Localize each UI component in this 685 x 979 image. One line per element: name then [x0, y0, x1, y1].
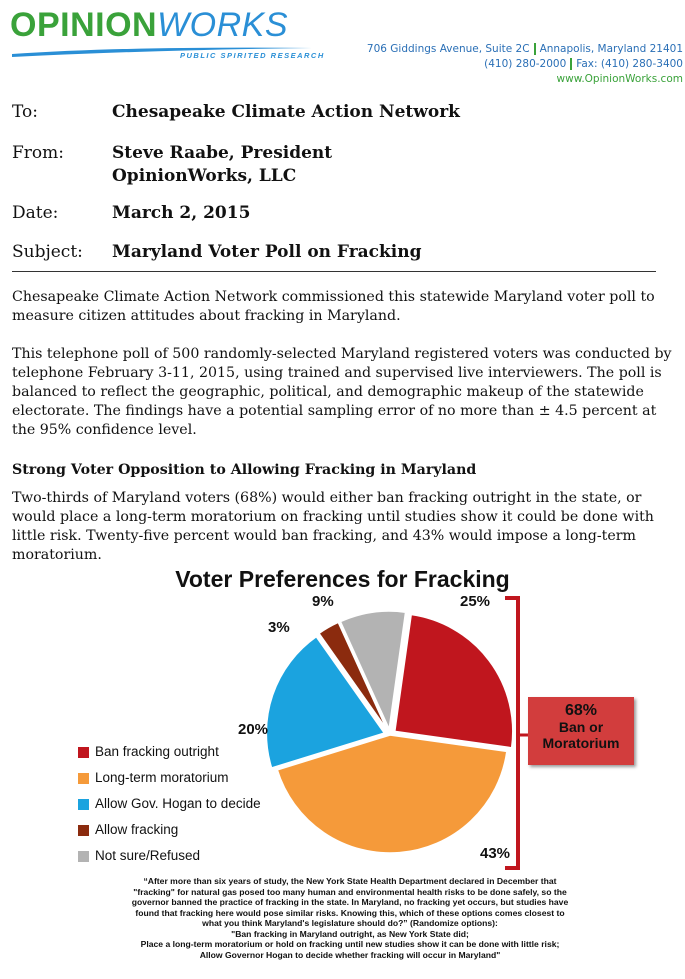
question-text	[60, 876, 640, 960]
logo-tagline: PUBLIC SPIRITED RESEARCH	[180, 51, 325, 60]
to-value: Chesapeake Climate Action Network	[112, 102, 460, 122]
question-line: “After more than six years of study, the New York State Health Department declared in December that	[143, 876, 557, 886]
chart-title: Voter Preferences for Fracking	[175, 566, 510, 592]
from-label: From:	[12, 143, 65, 163]
methodology-paragraph: This telephone poll of 500 randomly-selected Maryland registered voters was conducted by telephone February 3-11, 2015, using trained and supervised live interviewers. The poll is balanced to reflect the geographic, political, and demographic makeup of the statewide electorate. The findings have a potential sampling error of no more than ± 4.5 percent at the 95% confidence level.	[12, 346, 672, 438]
legend-swatch	[78, 773, 89, 784]
contact-block	[367, 42, 683, 87]
pie-slice-ban-fracking-outright	[395, 615, 513, 748]
from-value-name: Steve Raabe, President	[112, 143, 333, 163]
question-line: governor banned the practice of fracking in the state. In Maryland, no fracking yet occurs, but studies have	[131, 897, 569, 907]
address-street: 706 Giddings Avenue, Suite 2C	[366, 43, 530, 55]
legend-label: Ban fracking outright	[95, 744, 219, 759]
pie-label: 3%	[268, 619, 290, 636]
address-line	[367, 42, 683, 57]
date-label: Date:	[12, 203, 59, 223]
question-line: what you think Maryland's legislature should do?” (Randomize options):	[202, 918, 498, 928]
address-city: Annapolis, Maryland 21401	[539, 43, 683, 55]
legend-label: Allow Gov. Hogan to decide	[95, 796, 261, 811]
pie-label: 20%	[238, 721, 269, 738]
legend-label: Allow fracking	[95, 822, 179, 837]
pie-label: 43%	[480, 845, 511, 862]
question-line: "fracking" for natural gas posed too many human and environmental health risks to be done safely, so the	[133, 886, 567, 897]
question-line: Allow Governor Hogan to decide whether fracking will occur in Maryland"	[199, 949, 501, 960]
section-heading: Strong Voter Opposition to Allowing Fracking in Maryland	[12, 462, 477, 478]
pie-label: 25%	[460, 593, 491, 610]
legend-swatch	[78, 799, 89, 810]
intro-paragraph: Chesapeake Climate Action Network commissioned this statewide Maryland voter poll to measure citizen attitudes about fracking in Maryland.	[12, 289, 655, 324]
separator	[570, 58, 572, 70]
logo-wordmark	[10, 8, 330, 42]
callout-line1: Ban or	[558, 719, 604, 735]
subject-value: Maryland Voter Poll on Fracking	[112, 242, 422, 262]
findings-paragraph: Two-thirds of Maryland voters (68%) would either ban fracking outright in the state, or would place a long-term moratorium on fracking until studies show it could be done with little risk. Twenty-five percent would ban fracking, and 43% would impose a long-term moratorium.	[12, 490, 654, 563]
callout-box	[528, 697, 634, 765]
legend-swatch	[78, 825, 89, 836]
subject-label: Subject:	[12, 242, 83, 262]
legend-swatch	[78, 747, 89, 758]
phone-line	[367, 57, 683, 72]
question-line: Place a long-term moratorium or hold on fracking until new studies show it can be done with little risk;	[140, 939, 560, 949]
callout-percent: 68%	[564, 702, 598, 719]
legend-swatch	[78, 851, 89, 862]
legend-label: Long-term moratorium	[95, 770, 229, 785]
legend-label: Not sure/Refused	[95, 848, 201, 863]
logo-text-works: WORKS	[157, 6, 289, 44]
phone: (410) 280-2000	[484, 58, 567, 70]
to-label: To:	[12, 102, 38, 122]
opinionworks-logo	[10, 8, 330, 68]
date-value: March 2, 2015	[112, 203, 251, 223]
from-value-company: OpinionWorks, LLC	[112, 166, 297, 186]
question-line: "Ban fracking in Maryland outright, as New York State did;	[231, 928, 469, 939]
question-line: found that fracking here would pose similar risks. Knowing this, which of these options comes closest to	[135, 907, 565, 918]
header-divider	[12, 271, 656, 272]
logo-text-opinion: OPINION	[10, 6, 158, 44]
pie-label: 9%	[312, 593, 334, 610]
callout-line2: Moratorium	[542, 735, 620, 751]
website-link[interactable]: www.OpinionWorks.com	[556, 73, 683, 85]
separator	[534, 43, 536, 55]
fax: Fax: (410) 280-3400	[576, 58, 683, 70]
